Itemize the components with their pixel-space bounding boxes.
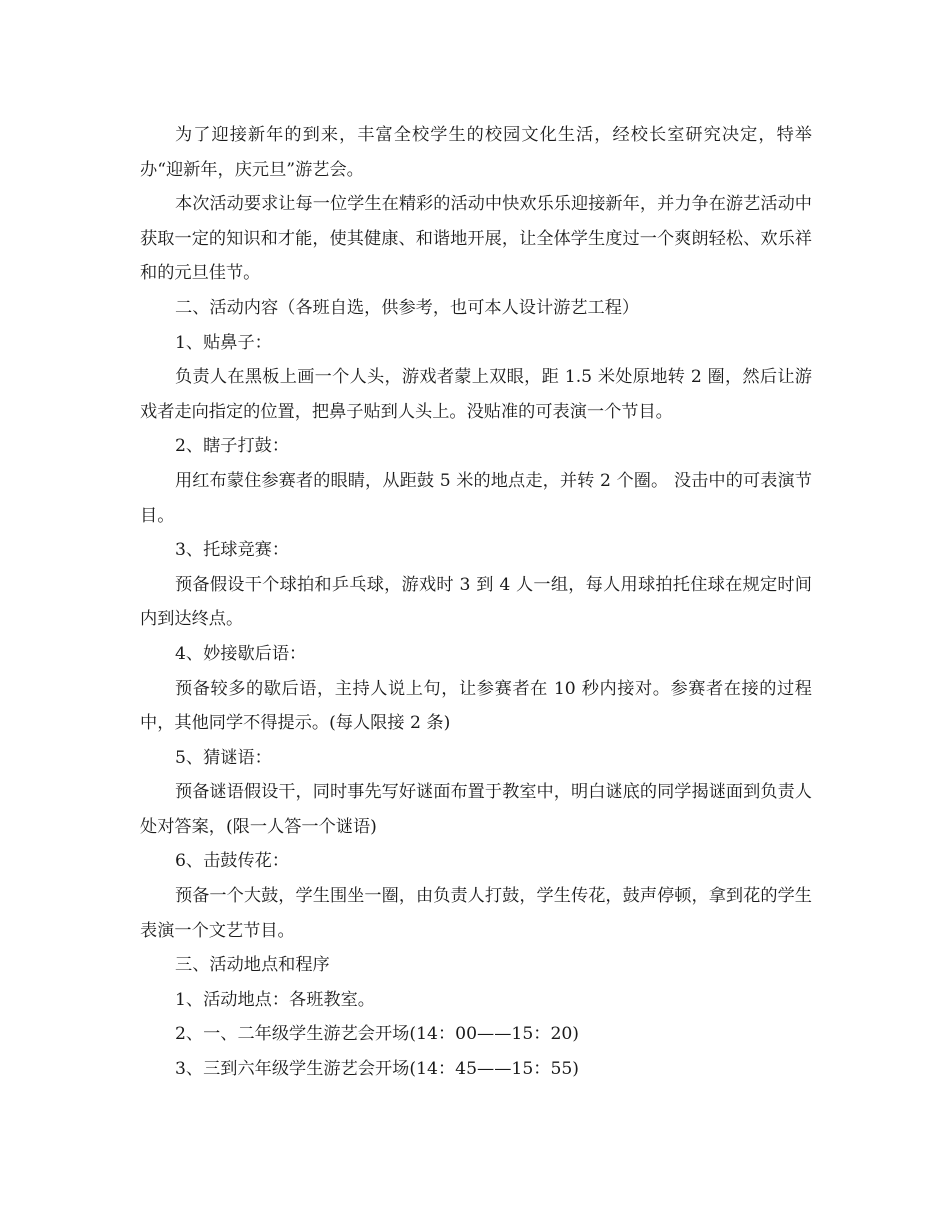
activity-5-heading: 5、猜谜语： <box>175 747 272 768</box>
activity-2-description: 用红布蒙住参赛者的眼睛，从距鼓 5 米的地点走，并转 2 个圈。 没击中的可表演节目。 <box>140 470 812 526</box>
requirements-paragraph: 本次活动要求让每一位学生在精彩的活动中快欢乐乐迎接新年，并力争在游艺活动中获取一定的知识和才能，使其健康、和谐地开展，让全体学生度过一个爽朗轻松、欢乐祥和的元旦佳节。 <box>140 194 812 284</box>
activity-5-description: 预备谜语假设干，同时事先写好谜面布置于教室中，明白谜底的同学揭谜面到负责人处对答案，(限一人答一个谜语) <box>140 782 812 837</box>
activity-4-description: 预备较多的歇后语，主持人说上句，让参赛者在 10 秒内接对。参赛者在接的过程中，其他同学不得提示。(每人限接 2 条) <box>140 678 812 734</box>
activity-3-description: 预备假设干个球拍和乒乓球，游戏时 3 到 4 人一组，每人用球拍托住球在规定时间内到达终点。 <box>140 574 812 630</box>
activity-6-description: 预备一个大鼓，学生围坐一圈，由负责人打鼓，学生传花，鼓声停顿，拿到花的学生表演一个文艺节目。 <box>140 886 812 941</box>
document-body <box>140 118 812 1087</box>
schedule-item-grades-1-2: 2、一、二年级学生游艺会开场(14：00——15：20) <box>175 1024 580 1045</box>
section-heading-activities: 二、活动内容（各班自选，供参考，也可本人设计游艺工程） <box>175 297 640 318</box>
activity-4-heading: 4、妙接歇后语： <box>175 643 307 664</box>
schedule-item-grades-3-6: 3、三到六年级学生游艺会开场(14：45——15：55) <box>175 1059 580 1080</box>
activity-1-heading: 1、贴鼻子： <box>175 332 272 353</box>
activity-1-description: 负责人在黑板上画一个人头，游戏者蒙上双眼，距 1.5 米处原地转 2 圈，然后让游戏者走向指定的位置，把鼻子贴到人头上。没贴准的可表演一个节目。 <box>140 367 812 422</box>
activity-2-heading: 2、瞎子打鼓： <box>175 436 290 457</box>
location-item: 1、活动地点：各班教室。 <box>175 989 375 1010</box>
activity-3-heading: 3、托球竞赛： <box>175 540 290 561</box>
activity-6-heading: 6、击鼓传花： <box>175 851 290 872</box>
intro-paragraph: 为了迎接新年的到来，丰富全校学生的校园文化生活，经校长室研究决定，特举办“迎新年，庆元旦”游艺会。 <box>140 125 812 180</box>
section-heading-location: 三、活动地点和程序 <box>175 955 330 976</box>
